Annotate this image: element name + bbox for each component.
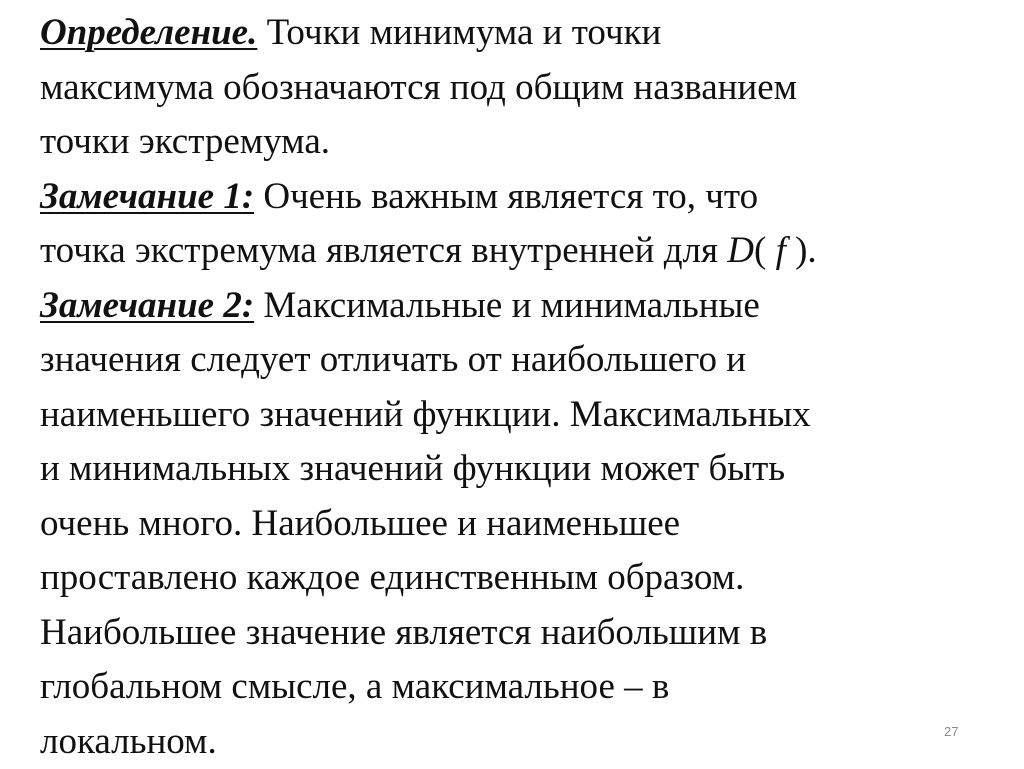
remark-1-period: . (807, 230, 816, 271)
math-function-f: f (776, 230, 786, 271)
math-paren-close: ) (786, 230, 808, 271)
remark-2-line-4: и минимальных значений функции может быть (40, 442, 1015, 497)
remark-2-line-7: Наибольшее значение является наибольшим в (40, 606, 1015, 661)
remark-2-line-6: проставлено каждое единственным образом. (40, 551, 1015, 606)
math-domain-d: D (727, 230, 754, 271)
definition-term: Определение. (40, 12, 257, 53)
math-paren-open: ( (754, 230, 776, 271)
remark-2-term: Замечание 2: (40, 285, 254, 326)
slide-body-text (40, 6, 1015, 769)
definition-line-3: точки экстремума. (40, 115, 1015, 170)
remark-1-line-2-text: точка экстремума является внутренней для (40, 230, 727, 271)
remark-2-text: Максимальные и минимальные (254, 285, 760, 326)
remark-1-term: Замечание 1: (40, 176, 254, 217)
remark-2-line-2: значения следует отличать от наибольшего и (40, 333, 1015, 388)
definition-text: Точки минимума и точки (257, 12, 661, 53)
page-number: 27 (944, 724, 958, 739)
definition-line-1 (40, 6, 1015, 61)
remark-2-line-3: наименьшего значений функции. Максимальных (40, 388, 1015, 443)
remark-2-line-1 (40, 279, 1015, 334)
definition-line-2: максимума обозначаются под общим названием (40, 61, 1015, 116)
remark-2-line-9: локальном. (40, 715, 1015, 769)
remark-2-line-8: глобальном смысле, а максимальное – в (40, 660, 1015, 715)
remark-1-line-2 (40, 224, 1015, 279)
remark-2-line-5: очень много. Наибольшее и наименьшее (40, 497, 1015, 552)
remark-1-text: Очень важным является то, что (254, 176, 758, 217)
remark-1-line-1 (40, 170, 1015, 225)
